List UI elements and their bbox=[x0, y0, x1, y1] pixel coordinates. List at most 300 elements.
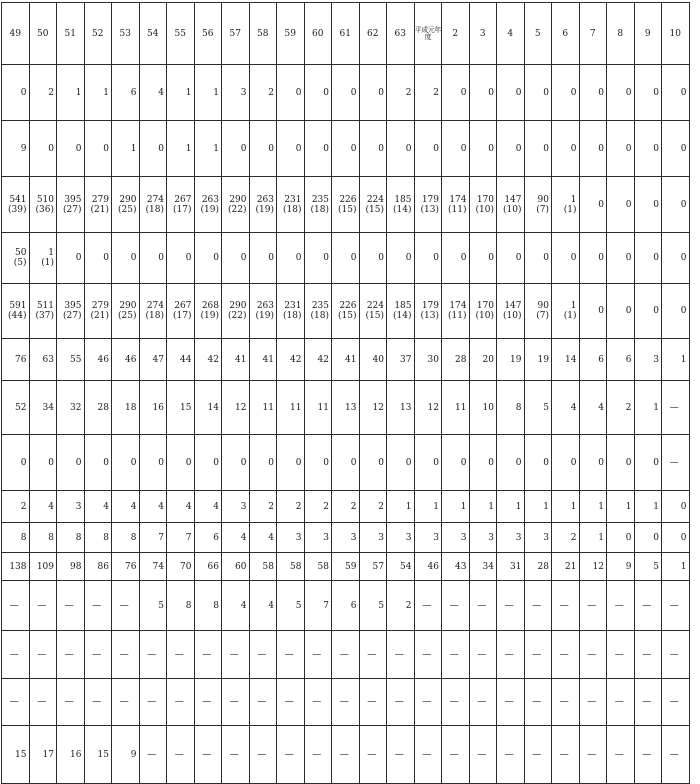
table-cell bbox=[2, 726, 30, 784]
table-cell bbox=[579, 65, 607, 121]
table-cell bbox=[634, 553, 662, 581]
table-cell bbox=[607, 121, 635, 177]
cell-value: 591 bbox=[9, 301, 27, 311]
cell-value: 0 bbox=[488, 87, 494, 98]
cell-value: — bbox=[614, 749, 624, 760]
table-cell bbox=[552, 339, 580, 381]
column-header: 55 bbox=[167, 3, 195, 65]
table-cell bbox=[414, 553, 442, 581]
cell-value: 224 bbox=[366, 301, 384, 311]
cell-value: — bbox=[339, 697, 349, 707]
cell-value: 0 bbox=[570, 87, 577, 98]
table-cell bbox=[2, 435, 30, 491]
table-cell bbox=[442, 65, 470, 121]
cell-value: 90 bbox=[537, 194, 549, 205]
table-row bbox=[2, 679, 690, 726]
cell-subvalue: (44) bbox=[8, 311, 27, 321]
cell-value: 0 bbox=[378, 143, 384, 154]
table-cell bbox=[57, 553, 85, 581]
table-cell bbox=[497, 65, 525, 121]
cell-value: 2 bbox=[48, 87, 54, 98]
table-cell bbox=[442, 553, 470, 581]
cell-value: 268 bbox=[201, 301, 219, 311]
cell-value: 28 bbox=[537, 561, 549, 572]
cell-value: 263 bbox=[201, 194, 219, 205]
table-cell bbox=[222, 523, 250, 553]
cell-value: — bbox=[284, 649, 294, 660]
cell-subvalue: (19) bbox=[200, 311, 219, 321]
column-header: 60 bbox=[304, 3, 332, 65]
table-cell bbox=[249, 581, 277, 631]
cell-value: 0 bbox=[680, 501, 687, 512]
table-cell bbox=[524, 435, 552, 491]
cell-value: 15 bbox=[15, 749, 27, 760]
table-cell bbox=[2, 65, 30, 121]
cell-value: 4 bbox=[268, 600, 274, 611]
cell-value: — bbox=[92, 600, 102, 611]
cell-value: 58 bbox=[290, 561, 302, 572]
table-row bbox=[2, 381, 690, 435]
column-header: 2 bbox=[442, 3, 470, 65]
table-cell bbox=[579, 121, 607, 177]
cell-value: 20 bbox=[482, 354, 494, 365]
cell-value: 74 bbox=[152, 561, 164, 572]
cell-value: — bbox=[587, 600, 597, 611]
table-cell bbox=[277, 233, 305, 284]
cell-value: 30 bbox=[427, 354, 439, 365]
cell-subvalue: (13) bbox=[420, 311, 439, 321]
cell-value: 12 bbox=[427, 402, 439, 413]
cell-subvalue: (18) bbox=[283, 204, 302, 215]
cell-value: 2 bbox=[405, 87, 412, 98]
table-cell bbox=[249, 65, 277, 121]
table-cell bbox=[552, 523, 580, 553]
table-cell bbox=[524, 726, 552, 784]
table-cell bbox=[304, 339, 332, 381]
cell-value: 174 bbox=[449, 194, 467, 205]
cell-value: 179 bbox=[421, 194, 439, 205]
table-cell bbox=[84, 339, 112, 381]
cell-value: 0 bbox=[653, 143, 659, 154]
cell-value: 13 bbox=[400, 402, 412, 413]
table-cell bbox=[304, 581, 332, 631]
table-cell bbox=[2, 679, 30, 726]
table-cell bbox=[607, 581, 635, 631]
cell-value: 4 bbox=[103, 501, 109, 512]
cell-value: 52 bbox=[15, 402, 27, 413]
table-cell bbox=[414, 284, 442, 339]
table-cell bbox=[57, 339, 85, 381]
table-cell bbox=[579, 177, 607, 233]
table-cell bbox=[442, 726, 470, 784]
column-header: 6 bbox=[552, 3, 580, 65]
table-cell bbox=[662, 121, 690, 177]
cell-value: 4 bbox=[158, 87, 164, 98]
table-cell bbox=[607, 491, 635, 523]
cell-value: 263 bbox=[256, 194, 274, 205]
cell-value: 235 bbox=[311, 194, 329, 205]
cell-value: 0 bbox=[213, 253, 219, 263]
table-cell bbox=[139, 581, 167, 631]
table-cell bbox=[84, 491, 112, 523]
cell-value: 147 bbox=[504, 194, 522, 205]
cell-value: 7 bbox=[323, 600, 329, 611]
table-row bbox=[2, 581, 690, 631]
table-cell bbox=[194, 177, 222, 233]
cell-value: — bbox=[312, 697, 322, 707]
cell-value: 0 bbox=[378, 253, 384, 263]
cell-value: — bbox=[284, 749, 294, 760]
cell-value: 0 bbox=[350, 457, 357, 468]
table-cell bbox=[29, 726, 57, 784]
cell-value: — bbox=[587, 649, 597, 660]
cell-value: 3 bbox=[653, 354, 659, 365]
table-cell bbox=[304, 491, 332, 523]
table-cell bbox=[139, 631, 167, 679]
table-cell bbox=[222, 284, 250, 339]
table-cell bbox=[2, 553, 30, 581]
table-cell bbox=[222, 233, 250, 284]
cell-value: — bbox=[64, 649, 74, 660]
table-cell bbox=[332, 177, 360, 233]
table-cell bbox=[112, 631, 140, 679]
table-row bbox=[2, 435, 690, 491]
cell-subvalue: (25) bbox=[118, 204, 137, 215]
cell-subvalue: (19) bbox=[200, 204, 219, 215]
table-cell bbox=[167, 233, 195, 284]
column-header: 52 bbox=[84, 3, 112, 65]
cell-value: — bbox=[92, 697, 102, 707]
table-cell bbox=[194, 233, 222, 284]
cell-value: 0 bbox=[268, 457, 274, 468]
cell-value: 21 bbox=[565, 561, 577, 572]
cell-value: 0 bbox=[405, 253, 412, 263]
table-cell bbox=[57, 679, 85, 726]
cell-value: 46 bbox=[427, 561, 439, 572]
table-cell bbox=[167, 65, 195, 121]
cell-subvalue: (25) bbox=[118, 311, 137, 321]
table-cell bbox=[2, 491, 30, 523]
cell-value: 42 bbox=[317, 354, 329, 365]
cell-subvalue: (5) bbox=[13, 258, 27, 268]
cell-subvalue: (39) bbox=[8, 204, 27, 215]
table-cell bbox=[29, 381, 57, 435]
cell-value: 0 bbox=[488, 143, 494, 154]
cell-value: 279 bbox=[91, 194, 109, 205]
header-row bbox=[2, 3, 690, 65]
cell-value: 0 bbox=[103, 457, 109, 468]
cell-value: 1 bbox=[653, 402, 659, 413]
table-cell bbox=[497, 435, 525, 491]
cell-value: 1 bbox=[405, 501, 412, 512]
table-cell bbox=[442, 679, 470, 726]
table-cell bbox=[139, 381, 167, 435]
cell-value: 42 bbox=[290, 354, 302, 365]
cell-value: 510 bbox=[36, 194, 54, 205]
table-cell bbox=[277, 553, 305, 581]
cell-value: 224 bbox=[366, 194, 384, 205]
table-cell bbox=[57, 65, 85, 121]
cell-value: 40 bbox=[372, 354, 384, 365]
cell-value: 32 bbox=[70, 402, 82, 413]
table-cell bbox=[277, 121, 305, 177]
table-cell bbox=[194, 631, 222, 679]
table-cell bbox=[249, 284, 277, 339]
table-cell bbox=[634, 523, 662, 553]
table-cell bbox=[607, 726, 635, 784]
cell-value: 0 bbox=[433, 143, 439, 154]
cell-value: 0 bbox=[158, 253, 164, 263]
table-cell bbox=[524, 679, 552, 726]
cell-value: 1 bbox=[653, 501, 659, 512]
column-header: 62 bbox=[359, 3, 387, 65]
cell-value: 3 bbox=[543, 532, 549, 543]
table-cell bbox=[634, 381, 662, 435]
cell-value: 0 bbox=[158, 457, 164, 468]
table-cell bbox=[442, 177, 470, 233]
cell-subvalue: (1) bbox=[563, 311, 577, 321]
table-cell bbox=[222, 121, 250, 177]
cell-value: 0 bbox=[653, 306, 659, 316]
table-cell bbox=[194, 121, 222, 177]
table-row bbox=[2, 631, 690, 679]
column-header: 8 bbox=[607, 3, 635, 65]
table-cell bbox=[524, 523, 552, 553]
cell-subvalue: (14) bbox=[393, 204, 412, 215]
cell-value: — bbox=[422, 749, 432, 760]
table-cell bbox=[634, 65, 662, 121]
cell-value: — bbox=[614, 600, 624, 611]
table-row bbox=[2, 553, 690, 581]
table-cell bbox=[359, 553, 387, 581]
cell-value: — bbox=[614, 649, 624, 660]
cell-value: 31 bbox=[510, 561, 522, 572]
table-row bbox=[2, 284, 690, 339]
table-cell bbox=[222, 65, 250, 121]
table-cell bbox=[579, 726, 607, 784]
table-cell bbox=[277, 435, 305, 491]
cell-value: 1 bbox=[185, 87, 192, 98]
cell-value: 0 bbox=[515, 457, 522, 468]
table-cell bbox=[662, 177, 690, 233]
table-cell bbox=[167, 177, 195, 233]
table-cell bbox=[387, 553, 415, 581]
table-cell bbox=[139, 726, 167, 784]
cell-value: 46 bbox=[125, 354, 137, 365]
cell-value: 3 bbox=[433, 532, 439, 543]
table-cell bbox=[112, 65, 140, 121]
table-cell bbox=[497, 631, 525, 679]
cell-value: 2 bbox=[350, 501, 357, 512]
cell-value: — bbox=[147, 749, 157, 760]
cell-subvalue: (17) bbox=[173, 204, 192, 215]
cell-value: 37 bbox=[400, 354, 412, 365]
table-cell bbox=[552, 435, 580, 491]
table-cell bbox=[359, 381, 387, 435]
cell-subvalue: (11) bbox=[448, 311, 467, 321]
cell-value: 0 bbox=[598, 306, 604, 316]
table-cell bbox=[29, 339, 57, 381]
cell-value: — bbox=[257, 697, 267, 707]
column-header: 56 bbox=[194, 3, 222, 65]
table-cell bbox=[662, 631, 690, 679]
cell-value: 6 bbox=[350, 600, 357, 611]
table-cell bbox=[524, 121, 552, 177]
table-cell bbox=[277, 284, 305, 339]
table-cell bbox=[277, 381, 305, 435]
table-cell bbox=[57, 581, 85, 631]
table-cell bbox=[194, 435, 222, 491]
cell-value: — bbox=[257, 649, 267, 660]
cell-value: — bbox=[257, 749, 267, 760]
cell-value: 0 bbox=[625, 306, 632, 316]
table-cell bbox=[222, 177, 250, 233]
table-cell bbox=[414, 631, 442, 679]
table-cell bbox=[634, 177, 662, 233]
column-header: 54 bbox=[139, 3, 167, 65]
table-cell bbox=[57, 381, 85, 435]
table-cell bbox=[442, 435, 470, 491]
cell-value: 2 bbox=[20, 501, 27, 512]
cell-subvalue: (10) bbox=[503, 204, 522, 215]
table-cell bbox=[249, 381, 277, 435]
table-cell bbox=[634, 284, 662, 339]
table-cell bbox=[359, 631, 387, 679]
table-cell bbox=[497, 381, 525, 435]
cell-subvalue: (19) bbox=[255, 311, 274, 321]
cell-subvalue: (10) bbox=[503, 311, 522, 321]
cell-subvalue: (27) bbox=[63, 204, 82, 215]
table-cell bbox=[552, 177, 580, 233]
cell-value: 34 bbox=[42, 402, 54, 413]
cell-value: 185 bbox=[394, 301, 412, 311]
cell-value: 54 bbox=[400, 561, 412, 572]
table-cell bbox=[29, 679, 57, 726]
cell-value: 12 bbox=[235, 402, 247, 413]
cell-value: — bbox=[532, 697, 542, 707]
cell-value: 1 bbox=[515, 501, 522, 512]
table-cell bbox=[442, 233, 470, 284]
table-cell bbox=[167, 523, 195, 553]
table-cell bbox=[112, 726, 140, 784]
cell-value: 0 bbox=[433, 253, 439, 263]
table-cell bbox=[442, 121, 470, 177]
table-cell bbox=[634, 631, 662, 679]
cell-value: 0 bbox=[625, 199, 632, 210]
cell-value: 2 bbox=[268, 87, 274, 98]
table-cell bbox=[84, 284, 112, 339]
cell-value: 0 bbox=[75, 253, 82, 263]
table-cell bbox=[552, 726, 580, 784]
column-header: 4 bbox=[497, 3, 525, 65]
table-cell bbox=[607, 339, 635, 381]
cell-subvalue: (15) bbox=[338, 204, 357, 215]
cell-value: 15 bbox=[97, 749, 109, 760]
table-cell bbox=[579, 339, 607, 381]
table-cell bbox=[634, 679, 662, 726]
cell-value: 0 bbox=[598, 253, 604, 263]
cell-value: — bbox=[449, 600, 459, 611]
table-cell bbox=[662, 284, 690, 339]
cell-value: 76 bbox=[15, 354, 27, 365]
table-cell bbox=[84, 381, 112, 435]
table-cell bbox=[2, 284, 30, 339]
cell-value: 4 bbox=[185, 501, 192, 512]
table-cell bbox=[607, 65, 635, 121]
table-cell bbox=[2, 581, 30, 631]
cell-value: 11 bbox=[317, 402, 329, 413]
cell-value: 9 bbox=[20, 143, 27, 154]
table-cell bbox=[139, 491, 167, 523]
table-cell bbox=[194, 491, 222, 523]
table-cell bbox=[2, 233, 30, 284]
cell-value: 0 bbox=[268, 253, 274, 263]
cell-value: 1 bbox=[130, 143, 137, 154]
cell-value: 16 bbox=[70, 749, 82, 760]
table-cell bbox=[469, 581, 497, 631]
table-cell bbox=[662, 381, 690, 435]
cell-value: 0 bbox=[213, 457, 219, 468]
cell-value: 1 bbox=[460, 501, 467, 512]
table-cell bbox=[167, 581, 195, 631]
table-cell bbox=[524, 284, 552, 339]
cell-value: 8 bbox=[103, 532, 109, 543]
table-cell bbox=[387, 339, 415, 381]
table-cell bbox=[332, 553, 360, 581]
table-cell bbox=[304, 553, 332, 581]
cell-subvalue: (7) bbox=[536, 204, 549, 215]
cell-value: — bbox=[449, 649, 459, 660]
cell-value: 47 bbox=[152, 354, 164, 365]
cell-value: 0 bbox=[488, 457, 494, 468]
table-cell bbox=[112, 121, 140, 177]
cell-value: 57 bbox=[372, 561, 384, 572]
table-cell bbox=[277, 679, 305, 726]
table-cell bbox=[332, 233, 360, 284]
cell-value: 4 bbox=[48, 501, 54, 512]
cell-value: 0 bbox=[350, 253, 357, 263]
table-cell bbox=[359, 726, 387, 784]
table-cell bbox=[194, 726, 222, 784]
table-cell bbox=[387, 177, 415, 233]
cell-value: 13 bbox=[345, 402, 357, 413]
table-cell bbox=[579, 435, 607, 491]
cell-value: 1 bbox=[598, 501, 604, 512]
table-cell bbox=[249, 339, 277, 381]
cell-value: 1 bbox=[680, 561, 687, 572]
table-cell bbox=[29, 581, 57, 631]
column-header: 10 bbox=[662, 3, 690, 65]
cell-value: — bbox=[9, 600, 19, 611]
table-cell bbox=[634, 435, 662, 491]
cell-value: — bbox=[587, 697, 597, 707]
cell-value: 0 bbox=[460, 457, 467, 468]
cell-value: 0 bbox=[598, 199, 604, 210]
column-header: 51 bbox=[57, 3, 85, 65]
table-cell bbox=[414, 435, 442, 491]
cell-value: 0 bbox=[625, 87, 632, 98]
cell-value: 0 bbox=[515, 143, 522, 154]
table-cell bbox=[112, 284, 140, 339]
table-cell bbox=[112, 339, 140, 381]
table-cell bbox=[249, 631, 277, 679]
table-cell bbox=[84, 726, 112, 784]
cell-value: — bbox=[449, 697, 459, 707]
table-cell bbox=[387, 523, 415, 553]
cell-value: 15 bbox=[180, 402, 192, 413]
cell-value: 0 bbox=[323, 253, 329, 263]
cell-value: — bbox=[37, 649, 47, 660]
